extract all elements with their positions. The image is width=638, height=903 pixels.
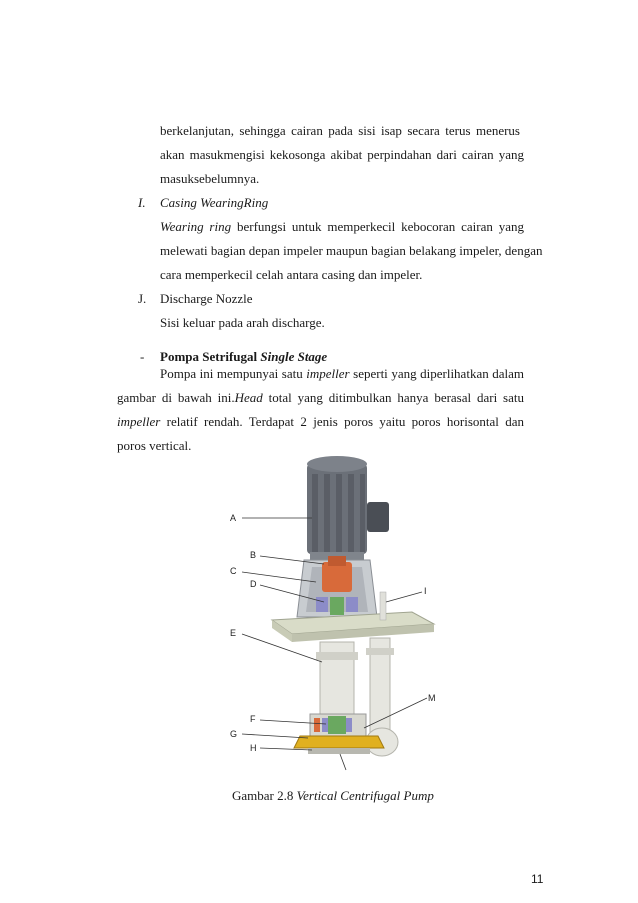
figure-caption bbox=[232, 788, 434, 804]
text-run: berfungsi untuk memperkecil kebocoran cairan yang bbox=[236, 219, 524, 234]
heading-italic: Single Stage bbox=[260, 349, 328, 364]
paragraph-line: Sisi keluar pada arah discharge. bbox=[160, 315, 325, 330]
motor bbox=[307, 456, 389, 560]
paragraph-line: poros vertical. bbox=[117, 438, 192, 453]
term: Wearing ring bbox=[160, 219, 232, 234]
page-number: 11 bbox=[531, 872, 544, 886]
paragraph-line: masuksebelumnya. bbox=[160, 171, 260, 186]
heading-bold: Pompa Setrifugal bbox=[160, 349, 258, 364]
paragraph-line bbox=[117, 414, 524, 430]
text-run: total yang ditimbulkan hanya berasal dari satu bbox=[268, 390, 524, 405]
list-dash: - bbox=[140, 349, 145, 364]
part-label-i: I bbox=[424, 586, 427, 596]
section-heading: Casing WearingRing bbox=[160, 195, 269, 210]
list-marker: I. bbox=[138, 195, 146, 210]
paragraph-line: melewati bagian depan impeler maupun bagian belakang impeler, dengan bbox=[160, 243, 543, 258]
paragraph-line bbox=[160, 366, 524, 382]
term: Head bbox=[234, 390, 263, 405]
text-run: relatif rendah. Terdapat 2 jenis poros yaitu poros horisontal dan bbox=[166, 414, 524, 429]
caption-title: Vertical Centrifugal Pump bbox=[296, 788, 434, 803]
part-label-d: D bbox=[250, 579, 257, 589]
text-run: gambar di bawah ini. bbox=[117, 390, 235, 405]
paragraph-line bbox=[117, 390, 524, 406]
paragraph-line: berkelanjutan, sehingga cairan pada sisi isap secara terus menerus bbox=[160, 123, 520, 138]
part-label-g: G bbox=[230, 729, 238, 739]
vertical-pump-figure bbox=[212, 452, 444, 782]
list-marker: J. bbox=[138, 291, 147, 306]
part-label-c: C bbox=[230, 566, 237, 576]
part-label-m: M bbox=[428, 693, 436, 703]
part-label-h: H bbox=[250, 743, 257, 753]
motor-bracket bbox=[297, 556, 377, 617]
section-heading bbox=[160, 349, 327, 365]
paragraph-line bbox=[160, 219, 524, 235]
text-run: Pompa ini mempunyai satu bbox=[160, 366, 303, 381]
part-label-a: A bbox=[230, 513, 237, 523]
caption-prefix: Gambar 2.8 bbox=[232, 788, 294, 803]
paragraph-line: akan masukmengisi kekosonga akibat perpindahan dari cairan yang bbox=[160, 147, 524, 162]
paragraph-line: cara memperkecil celah antara casing dan impeler. bbox=[160, 267, 423, 282]
part-label-b: B bbox=[250, 550, 257, 560]
section-heading: Discharge Nozzle bbox=[160, 291, 253, 306]
term: impeller bbox=[117, 414, 161, 429]
part-label-e: E bbox=[230, 628, 237, 638]
part-label-f: F bbox=[250, 714, 256, 724]
text-run: seperti yang diperlihatkan dalam bbox=[353, 366, 525, 381]
term: impeller bbox=[306, 366, 350, 381]
